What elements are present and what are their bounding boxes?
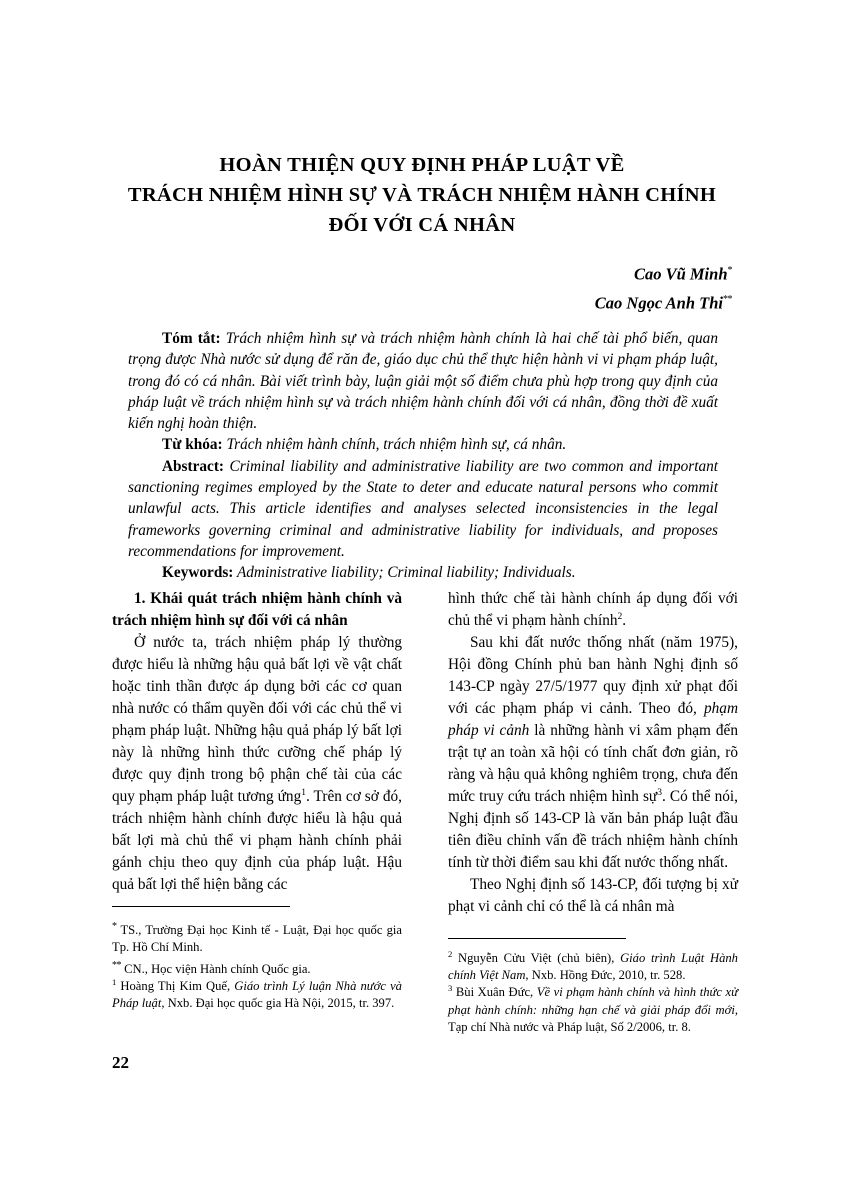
title-line-2: TRÁCH NHIỆM HÌNH SỰ VÀ TRÁCH NHIỆM HÀNH CHÍNH bbox=[127, 184, 717, 206]
title-line-3: ĐỐI VỚI CÁ NHÂN bbox=[328, 214, 516, 236]
author-2-name: Cao Ngọc Anh Thi bbox=[594, 293, 723, 312]
footnote-ref-3: 3 bbox=[657, 787, 662, 798]
right-paragraph-2-part-b: là những hành vi xâm phạm đến trật tự an toàn xã hội có tính chất đơn giản, rõ ràng và hậu quả không nghiêm trọng, chưa đến mức truy cứu trách nhiệm hình sự bbox=[448, 722, 738, 805]
right-paragraph-3: Theo Nghị định số 143-CP, đối tượng bị xử phạt vi cảnh chỉ có thể là cá nhân mà bbox=[448, 876, 738, 915]
right-paragraph-2 bbox=[448, 632, 738, 874]
title-line-1: HOÀN THIỆN QUY ĐỊNH PHÁP LUẬT VỀ bbox=[219, 154, 625, 176]
keywords-english bbox=[128, 562, 718, 583]
abstract-english bbox=[128, 456, 718, 562]
author-1-name: Cao Vũ Minh bbox=[633, 264, 728, 284]
abstract-en-label: Abstract: bbox=[162, 457, 225, 475]
right-paragraph-1 bbox=[448, 588, 738, 632]
left-paragraph-1-part-a: Ở nước ta, trách nhiệm pháp lý thường được hiểu là những hậu quả bất lợi về vật chất hoặc tinh thần được áp dụng bởi các cơ quan nhà nước có thẩm quyền đối với các chủ thể vi phạm pháp luật. Những hậu quả pháp lý bất lợi này là những hình thức cưỡng chế pháp lý được quy định trong bộ phận chế tài của các quy phạm pháp luật tương ứng bbox=[112, 634, 402, 805]
footnote-marker-asterisk-1: * bbox=[112, 921, 117, 932]
footnote-3-post: , Tạp chí Nhà nước và Pháp luật, Số 2/2006, tr. 8. bbox=[448, 1002, 738, 1034]
footnote-3-pre: Bùi Xuân Đức, bbox=[452, 985, 537, 1000]
footnote-separator-left bbox=[112, 906, 290, 907]
keywords-en-text: Administrative liability; Criminal liability; Individuals. bbox=[233, 564, 576, 582]
abstract-en-text: Criminal liability and administrative liability are two common and important sanctioning regimes employed by the State to deter and educate natural persons who commit unlawful acts. This article identifies and analyses selected inconsistencies in the legal frameworks governing criminal and administrative liability for individuals, and proposes recommendations for improvement. bbox=[128, 457, 718, 560]
footnote-2-post: , Nxb. Hồng Đức, 2010, tr. 528. bbox=[525, 968, 686, 983]
page-number: 22 bbox=[112, 1053, 129, 1072]
author-1-footnote-marker: * bbox=[727, 265, 732, 276]
right-paragraph-1-part-a: hình thức chế tài hành chính áp dụng đối với chủ thể vi phạm hành chính bbox=[448, 590, 738, 629]
right-paragraph-2-part-a: Sau khi đất nước thống nhất (năm 1975), Hội đồng Chính phủ ban hành Nghị định số 143-CP ngày 27/5/1977 quy định xử phạt đối với các phạm pháp vi cảnh. Theo đó, bbox=[448, 634, 738, 717]
footnote-2-title: Giáo trình Luật Hành chính Việt Nam bbox=[448, 951, 738, 983]
author-1 bbox=[595, 258, 732, 287]
abstract-vi-label: Tóm tắt: bbox=[162, 330, 221, 347]
footnote-1 bbox=[112, 978, 402, 1012]
author-list bbox=[595, 258, 732, 315]
left-paragraph-1-part-b: . Trên cơ sở đó, trách nhiệm hành chính được hiểu là hậu quả bất lợi mà chủ thể vi phạm hành chính phải gánh chịu theo quy định của pháp luật. Hậu quả bất lợi thể hiện bằng các bbox=[112, 788, 402, 893]
footnote-3 bbox=[448, 984, 738, 1036]
footnote-1-title: Giáo trình Lý luận Nhà nước và Pháp luật bbox=[112, 978, 402, 1011]
footnote-marker-3: 3 bbox=[448, 983, 453, 994]
footnote-2 bbox=[448, 950, 738, 984]
footnote-ref-2: 2 bbox=[617, 611, 623, 622]
footnote-marker-asterisk-2: ** bbox=[112, 959, 121, 971]
right-paragraph-2-emphasis: phạm pháp vi cảnh bbox=[448, 700, 738, 739]
keywords-vietnamese bbox=[128, 434, 718, 455]
footnote-ref-1: 1 bbox=[301, 787, 306, 798]
section-heading-1: 1. Khái quát trách nhiệm hành chính và trách nhiệm hình sự đối với cá nhân bbox=[112, 590, 402, 629]
right-paragraph-2-part-c: . Có thể nói, Nghị định số 143-CP là văn bản pháp luật đầu tiên điều chỉnh vấn đề trách nhiệm hành chính tính từ thời điểm sau khi đất nước thống nhất. bbox=[448, 788, 738, 871]
author-2-footnote-marker: ** bbox=[723, 293, 732, 305]
page-title bbox=[112, 150, 732, 240]
footnote-3-title: Về vi phạm hành chính và hình thức xử phạt hành chính: những hạn chế và giải pháp đổi mới bbox=[448, 985, 738, 1017]
footnote-author-2-text: CN., Học viện Hành chính Quốc gia. bbox=[121, 961, 311, 976]
abstract-vietnamese bbox=[128, 328, 718, 434]
footnote-1-pre: Hoàng Thị Kim Quế, bbox=[116, 978, 235, 993]
body-column-left bbox=[112, 588, 402, 896]
footnote-2-pre: Nguyễn Cửu Việt (chủ biên), bbox=[452, 951, 621, 965]
keywords-vi-label: Từ khóa: bbox=[162, 436, 223, 454]
body-column-right bbox=[448, 588, 738, 918]
author-2 bbox=[595, 287, 732, 316]
footnote-author-1 bbox=[112, 918, 402, 957]
keywords-en-label: Keywords: bbox=[162, 564, 234, 582]
keywords-vi-text: Trách nhiệm hành chính, trách nhiệm hình sự, cá nhân. bbox=[222, 436, 567, 454]
left-paragraph-1 bbox=[112, 632, 402, 896]
footnote-marker-1: 1 bbox=[112, 976, 117, 987]
right-paragraph-1-part-b: . bbox=[622, 612, 627, 629]
footnote-author-2 bbox=[112, 957, 402, 978]
footnote-author-1-text: TS., Trường Đại học Kinh tế - Luật, Đại học quốc gia Tp. Hồ Chí Minh. bbox=[112, 923, 402, 955]
footnotes-right bbox=[448, 938, 738, 1036]
abstract-vi-text: Trách nhiệm hình sự và trách nhiệm hành chính là hai chế tài phổ biến, quan trọng được Nhà nước sử dụng để răn đe, giáo dục chủ thể thực hiện hành vi vi phạm pháp luật, trong đó có cá nhân. Bài viết trình bày, luận giải một số điểm chưa phù hợp trong quy định của pháp luật về trách nhiệm hình sự và trách nhiệm hành chính đối với cá nhân, đồng thời đề xuất kiến nghị hoàn thiện. bbox=[128, 330, 718, 433]
footnote-marker-2: 2 bbox=[448, 948, 453, 959]
footnote-1-post: , Nxb. Đại học quốc gia Hà Nội, 2015, tr. 397. bbox=[161, 996, 395, 1011]
footnote-separator-right bbox=[448, 938, 626, 939]
footnotes-left bbox=[112, 906, 402, 1012]
abstract-block bbox=[128, 328, 718, 584]
